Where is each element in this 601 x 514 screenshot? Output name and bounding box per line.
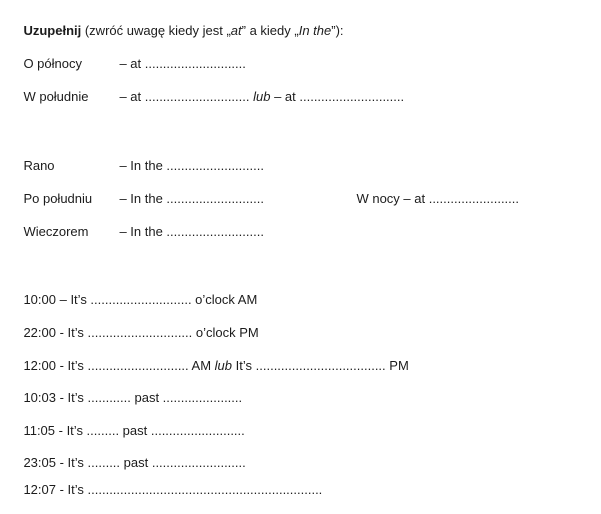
time-line-1200-part2: It’s .................................... PM	[232, 358, 409, 373]
time-line-1003: 10:03 - It’s ............ past ......................	[23, 390, 243, 405]
title-italic-in-the: In the	[298, 23, 332, 38]
title-italic-at: at	[230, 23, 242, 38]
time-1200-lub-word: lub	[214, 358, 233, 373]
row-label-midnight: O północy	[23, 56, 82, 71]
row-night	[342, 175, 519, 223]
time-line-2200: 22:00 - It’s ............................. o’clock PM	[23, 325, 259, 340]
title-text-1: (zwróć uwagę kiedy jest „	[81, 23, 231, 38]
row-label-evening: Wieczorem	[23, 224, 89, 239]
row-blank-evening: – In the ...........................	[119, 224, 264, 239]
time-line-1000: 10:00 – It’s ............................ o’clock AM	[23, 292, 258, 307]
row-blank-afternoon: – In the ...........................	[119, 191, 264, 206]
title-bold-word: Uzupełnij	[23, 23, 82, 38]
row-noon	[9, 73, 404, 121]
title-text-2: ” a kiedy „	[241, 23, 299, 38]
time-line-1207: 12:07 - It’s .................................................................	[23, 482, 323, 497]
row-blank-morning: – In the ...........................	[119, 158, 264, 173]
row-label-noon: W południe	[23, 89, 89, 104]
row-label-morning: Rano	[23, 158, 55, 173]
row-blank-midnight: – at ............................	[119, 56, 246, 71]
title-text-3: ”):	[331, 23, 344, 38]
row-evening	[9, 208, 264, 256]
row-blank-night: W nocy – at .........................	[356, 191, 519, 206]
noon-lub-word: lub	[253, 89, 271, 104]
time-line-1105: 11:05 - It’s ......... past ..........................	[23, 423, 245, 438]
row-blank-noon-2: – at .............................	[270, 89, 405, 104]
row-label-afternoon: Po południu	[23, 191, 93, 206]
time-line-1200-part1: 12:00 - It’s ............................ AM	[23, 358, 215, 373]
time-line-2305: 23:05 - It’s ......... past ..........................	[23, 455, 246, 470]
row-blank-noon-1: – at .............................	[119, 89, 254, 104]
row-time-1207	[9, 466, 322, 514]
